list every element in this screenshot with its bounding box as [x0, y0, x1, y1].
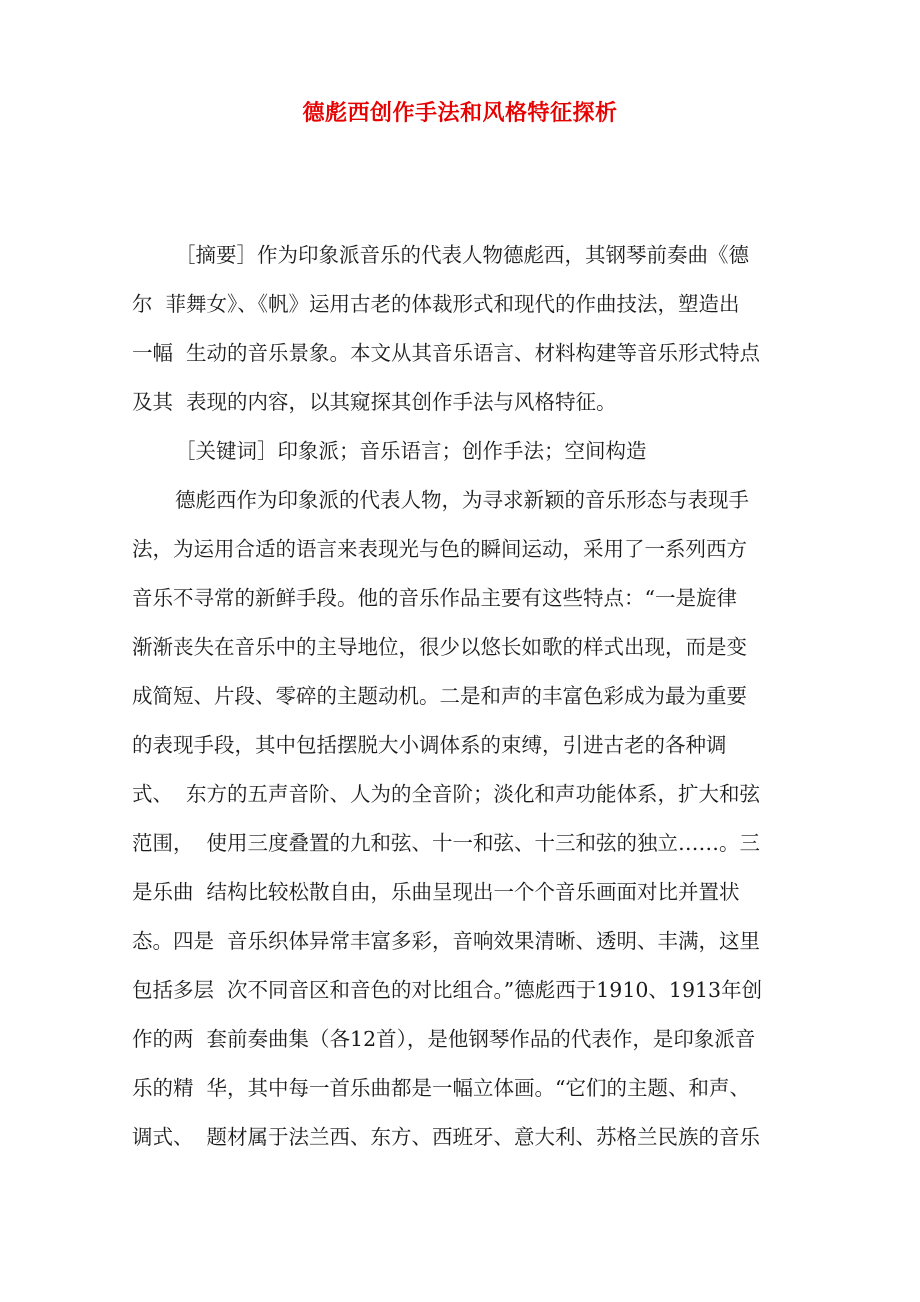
paragraph-line: 的表现手段，其中包括摆脱大小调体系的束缚，引进古老的各种调: [132, 733, 727, 757]
paragraph-line: 法，为运用合适的语言来表现光与色的瞬间运动，采用了一系列西方: [132, 537, 747, 561]
document-title: 德彪西创作手法和风格特征探析: [302, 100, 618, 126]
paragraph-line: 包括多层 次不同音区和音色的对比组合。”德彪西于1910、1913年创: [132, 978, 763, 1002]
paragraph-line: 态。四是 音乐织体异常丰富多彩，音响效果清晰、透明、丰满，这里: [132, 929, 761, 953]
paragraph-line: 音乐不寻常的新鲜手段。他的音乐作品主要有这些特点：“一是旋律: [132, 586, 737, 610]
paragraph-line: 成简短、片段、零碎的主题动机。二是和声的丰富色彩成为最为重要: [132, 684, 747, 708]
paragraph-line: ［摘要］作为印象派音乐的代表人物德彪西，其钢琴前奏曲《德: [175, 243, 749, 267]
paragraph-line: 调式、 题材属于法兰西、东方、西班牙、意大利、苏格兰民族的音乐: [132, 1125, 761, 1149]
paragraph-line: 一幅 生动的音乐景象。本文从其音乐语言、材料构建等音乐形式特点: [132, 341, 761, 365]
paragraph-line: 乐的精 华，其中每一首乐曲都是一幅立体画。“它们的主题、和声、: [132, 1076, 751, 1100]
paragraph-line: 范围， 使用三度叠置的九和弦、十一和弦、十三和弦的独立……。三: [132, 831, 761, 855]
paragraph-line: 作的两 套前奏曲集（各12首），是他钢琴作品的代表作，是印象派音: [132, 1027, 756, 1051]
paragraph-line: 式、 东方的五声音阶、人为的全音阶；淡化和声功能体系，扩大和弦: [132, 782, 761, 806]
keywords-line: ［关键词］印象派；音乐语言；创作手法；空间构造: [175, 439, 647, 463]
paragraph-line: 尔 菲舞女》、《帆》运用古老的体裁形式和现代的作曲技法，塑造出: [132, 292, 740, 316]
paragraph-line: 渐渐丧失在音乐中的主导地位，很少以悠长如歌的样式出现，而是变: [132, 635, 747, 659]
paragraph-line: 及其 表现的内容，以其窥探其创作手法与风格特征。: [132, 390, 617, 414]
paragraph-line: 德彪西作为印象派的代表人物，为寻求新颖的音乐形态与表现手: [175, 488, 749, 512]
paragraph-line: 是乐曲 结构比较松散自由，乐曲呈现出一个个音乐画面对比并置状: [132, 880, 740, 904]
